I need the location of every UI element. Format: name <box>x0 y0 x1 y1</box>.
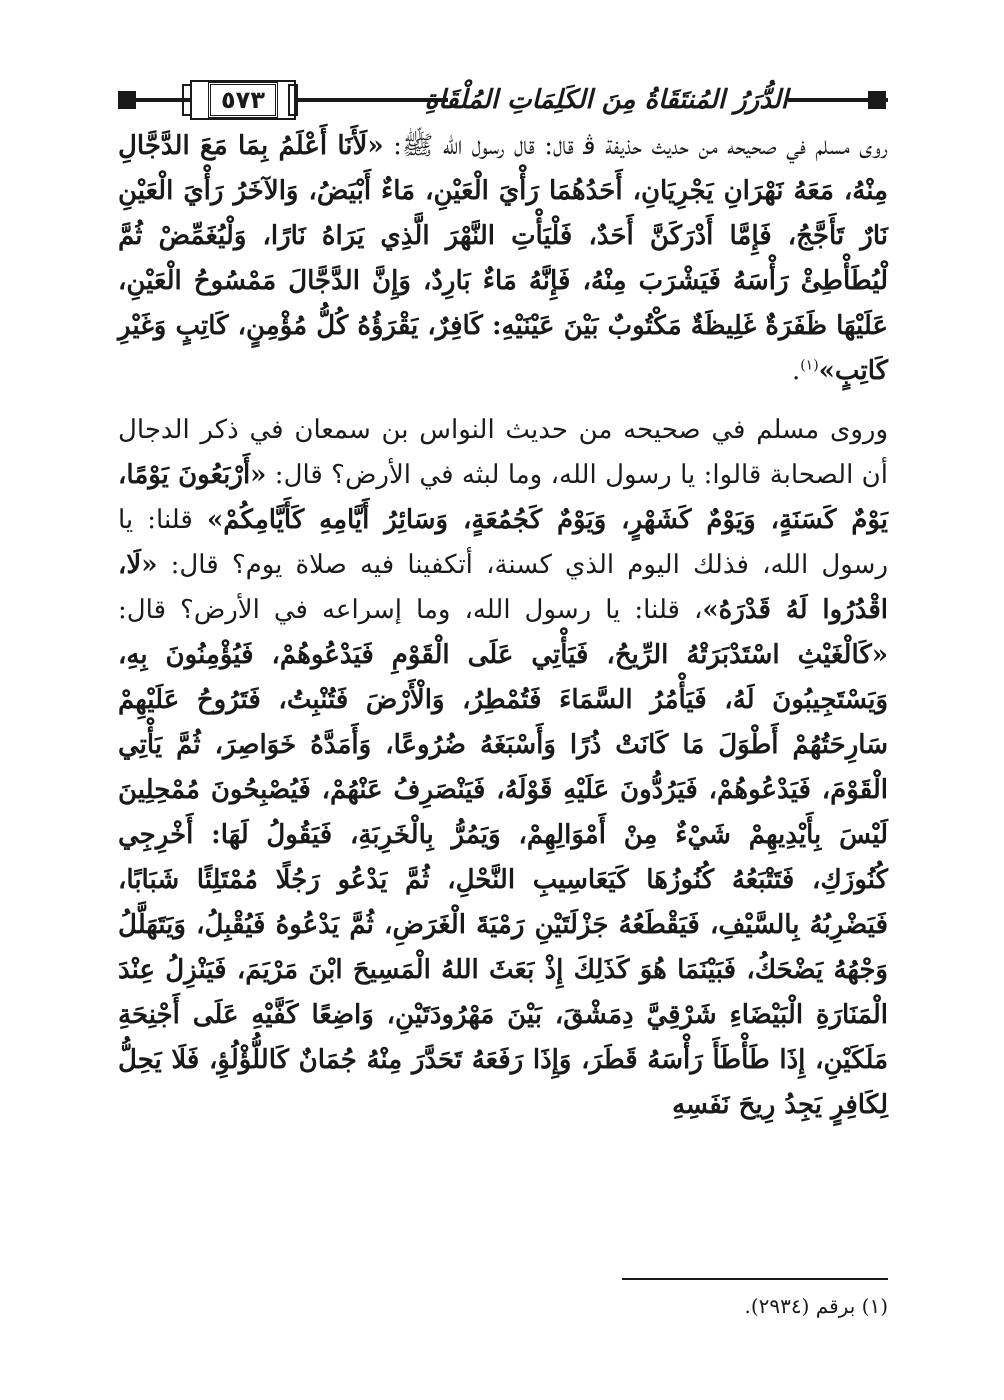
page-body <box>118 124 888 1128</box>
text-run: روى مسلم في صحيحه من حديث حذيفة ﭬ قال: قال رسول الله ﷺ: <box>383 131 888 161</box>
text-run: . <box>791 356 801 386</box>
text-run: وروى مسلم في صحيحه من حديث النواس بن سمعان في ذكر الدجال أن الصحابة قالوا: يا رسول الله، وما لبثه في الأرض؟ قال: <box>118 415 889 490</box>
hadith-quote: «لَأَنَا أَعْلَمُ بِمَا مَعَ الدَّجَّالِ مِنْهُ، مَعَهُ نَهْرَانِ يَجْرِيَانِ، أَحَدُهُمَا رَأْيَ الْعَيْنِ، مَاءٌ أَبْيَضُ، وَالآخَرُ رَأْيَ الْعَيْنِ نَارٌ تَأَجَّجُ، فَإِمَّا أَدْرَكَنَّ أَحَدٌ، فَلْيَأْتِ النَّهْرَ الَّذِي يَرَاهُ نَارًا، وَلْيُغَمِّضْ ثُمَّ لْيُطَأْطِئْ رَأْسَهُ فَيَشْرَبَ مِنْهُ، فَإِنَّهُ مَاءٌ بَارِدٌ، وَإِنَّ الدَّجَّالَ مَمْسُوحُ الْعَيْنِ، عَلَيْهَا ظَفَرَةٌ غَلِيظَةٌ مَكْتُوبٌ بَيْنَ عَيْنَيْهِ: كَافِرٌ، يَقْرَؤُهُ كُلُّ مُؤْمِنٍ، كَاتِبٍ وَغَيْرِ كَاتِبٍ» <box>118 131 888 386</box>
text-run: قلنا: يا رسول الله، فذلك اليوم الذي كسنة، أتكفينا فيه صلاة يوم؟ قال: <box>118 505 888 580</box>
paragraph-2 <box>118 408 888 1128</box>
text-run: ، قلنا: يا رسول الله، وما إسراعه في الأرض؟ قال: <box>118 595 703 625</box>
page-number-frame <box>190 80 296 120</box>
hadith-quote: «لَا، اقْدُرُوا لَهُ قَدْرَهُ» <box>118 550 888 625</box>
ornament-left <box>182 84 192 116</box>
book-title: الدُّرَرُ المُنتَقَاةُ مِنَ الكَلِمَاتِ المُلْقَاةِ <box>448 80 788 120</box>
paragraph-1 <box>118 124 888 394</box>
header-square-right <box>868 91 886 109</box>
hadith-quote: «أَرْبَعُونَ يَوْمًا، يَوْمٌ كَسَنَةٍ، وَيَوْمٌ كَشَهْرٍ، وَيَوْمٌ كَجُمُعَةٍ، وَسَائِرُ أَيَّامِهِ كَأَيَّامِكُمْ» <box>118 460 888 535</box>
ornament-right <box>288 84 298 116</box>
page-number: ٥٧٣ <box>208 82 278 118</box>
footnote-separator <box>622 1278 888 1280</box>
footnote-marker: (١) <box>800 357 819 374</box>
footnote: (١) برقم (٢٩٣٤). <box>744 1294 888 1318</box>
page-header <box>118 78 886 122</box>
hadith-quote: «كَالْغَيْثِ اسْتَدْبَرَتْهُ الرِّيحُ، فَيَأْتِي عَلَى الْقَوْمِ فَيَدْعُوهُمْ، فَيُؤْمِنُونَ بِهِ، وَيَسْتَجِيبُونَ لَهُ، فَيَأْمُرُ السَّمَاءَ فَتُمْطِرُ، وَالْأَرْضَ فَتُنْبِتُ، فَتَرُوحُ عَلَيْهِمْ سَارِحَتُهُمْ أَطْوَلَ مَا كَانَتْ ذُرًا وَأَسْبَغَهُ ضُرُوعًا، وَأَمَدَّهُ خَوَاصِرَ، ثُمَّ يَأْتِي الْقَوْمَ، فَيَدْعُوهُمْ، فَيَرُدُّونَ عَلَيْهِ قَوْلَهُ، فَيَنْصَرِفُ عَنْهُمْ، فَيُصْبِحُونَ مُمْحِلِينَ لَيْسَ بِأَيْدِيهِمْ شَيْءٌ مِنْ أَمْوَالِهِمْ، وَيَمُرُّ بِالْخَرِبَةِ، فَيَقُولُ لَهَا: أَخْرِجِي كُنُوزَكِ، فَتَتْبَعُهُ كُنُوزُهَا كَيَعَاسِيبِ النَّحْلِ، ثُمَّ يَدْعُو رَجُلًا مُمْتَلِئًا شَبَابًا، فَيَضْرِبُهُ بِالسَّيْفِ، فَيَقْطَعُهُ جَزْلَتَيْنِ رَمْيَةَ الْغَرَضِ، ثُمَّ يَدْعُوهُ فَيُقْبِلُ، وَيَتَهَلَّلُ وَجْهُهُ يَضْحَكُ، فَبَيْنَمَا هُوَ كَذَلِكَ إِذْ بَعَثَ اللهُ الْمَسِيحَ ابْنَ مَرْيَمَ، فَيَنْزِلُ عِنْدَ الْمَنَارَةِ الْبَيْضَاءِ شَرْقِيَّ دِمَشْقَ، بَيْنَ مَهْرُودَتَيْنِ، وَاضِعًا كَفَّيْهِ عَلَى أَجْنِحَةِ مَلَكَيْنِ، إِذَا طَأْطَأَ رَأْسَهُ قَطَرَ، وَإِذَا رَفَعَهُ تَحَدَّرَ مِنْهُ جُمَانٌ كَاللُّؤْلُؤِ، فَلَا يَحِلُّ لِكَافِرٍ يَجِدُ رِيحَ نَفَسِهِ <box>118 640 888 1120</box>
